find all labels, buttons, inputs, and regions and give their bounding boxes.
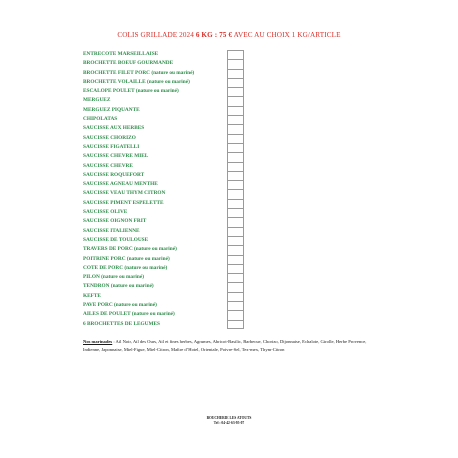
quantity-checkbox[interactable] <box>227 143 244 152</box>
item-name: 6 BROCHETTES DE LEGUMES <box>83 320 160 327</box>
item-name: SAUCISSE OIGNON FRIT <box>83 218 147 225</box>
order-item-list <box>83 50 248 329</box>
list-item <box>83 255 248 264</box>
list-item <box>83 292 248 301</box>
list-item <box>83 217 248 226</box>
quantity-checkbox[interactable] <box>227 189 244 198</box>
list-item <box>83 227 248 236</box>
item-label <box>83 273 144 282</box>
item-name: TRAVERS DE PORC <box>83 246 133 253</box>
list-item <box>83 273 248 282</box>
list-item <box>83 171 248 180</box>
item-label <box>83 255 170 264</box>
list-item <box>83 245 248 254</box>
item-name: KEFTE <box>83 292 101 299</box>
item-label <box>83 50 158 59</box>
quantity-checkbox[interactable] <box>227 134 244 143</box>
item-label <box>83 96 110 105</box>
item-label <box>83 217 146 226</box>
item-name: SAUCISSE DE TOULOUSE <box>83 236 149 243</box>
quantity-checkbox[interactable] <box>227 59 244 68</box>
item-name: SAUCISSE ROQUEFORT <box>83 171 145 178</box>
quantity-checkbox[interactable] <box>227 227 244 236</box>
list-item <box>83 59 248 68</box>
list-item <box>83 87 248 96</box>
list-item <box>83 162 248 171</box>
list-item <box>83 50 248 59</box>
item-name: SAUCISSE ITALIENNE <box>83 227 140 234</box>
footer <box>0 416 458 426</box>
list-item <box>83 115 248 124</box>
item-label <box>83 189 165 198</box>
quantity-checkbox[interactable] <box>227 50 244 59</box>
item-name: SAUCISSE PIMENT ESPELETTE <box>83 199 164 206</box>
item-name: MERGUEZ PIQUANTE <box>83 106 140 113</box>
item-name: SAUCISSE OLIVE <box>83 209 128 216</box>
item-name: SAUCISSE AUX HERBES <box>83 125 145 132</box>
list-item <box>83 143 248 152</box>
item-label <box>83 180 158 189</box>
list-item <box>83 310 248 319</box>
list-item <box>83 236 248 245</box>
item-name: SAUCISSE FIGATELLI <box>83 143 140 150</box>
list-item <box>83 78 248 87</box>
item-name: ENTRECOTE MARSEILLAISE <box>83 51 159 57</box>
quantity-checkbox[interactable] <box>227 171 244 180</box>
item-note: (nature ou mariné) <box>150 69 195 76</box>
item-name: AILES DE POULET <box>83 311 131 318</box>
quantity-checkbox[interactable] <box>227 152 244 161</box>
item-label <box>83 208 127 217</box>
list-item <box>83 301 248 310</box>
item-name: BROCHETTE FILET PORC <box>83 69 151 76</box>
item-name: SAUCISSE CHORIZO <box>83 134 136 141</box>
title-part-1: COLIS GRILLADE 2024 <box>117 31 196 39</box>
item-label <box>83 227 140 236</box>
item-name: BROCHETTE VOLAILLE <box>83 78 146 85</box>
item-label <box>83 264 167 273</box>
item-label <box>83 78 190 87</box>
title-part-2: 6 KG : 75 € <box>195 31 233 39</box>
item-name: TENDRON <box>83 283 110 290</box>
quantity-checkbox[interactable] <box>227 245 244 254</box>
item-name: ESCALOPE POULET <box>83 88 135 95</box>
footer-shop-name: BOUCHERIE LES ATOUTS <box>206 416 252 420</box>
item-label <box>83 152 148 161</box>
item-note: (nature ou mariné) <box>109 283 154 290</box>
quantity-checkbox[interactable] <box>227 87 244 96</box>
quantity-checkbox[interactable] <box>227 106 244 115</box>
item-label <box>83 282 154 291</box>
quantity-checkbox[interactable] <box>227 78 244 87</box>
item-note: (nature ou mariné) <box>134 88 179 95</box>
quantity-checkbox[interactable] <box>227 208 244 217</box>
item-label <box>83 69 194 78</box>
quantity-checkbox[interactable] <box>227 162 244 171</box>
footer-phone: Tel : 04-42-63-95-07 <box>213 421 245 425</box>
list-item <box>83 264 248 273</box>
item-label <box>83 87 179 96</box>
item-label <box>83 143 139 152</box>
list-item <box>83 69 248 78</box>
quantity-checkbox[interactable] <box>227 115 244 124</box>
item-name: SAUCISSE VEAU THYM CITRON <box>83 190 166 197</box>
item-label <box>83 310 175 319</box>
quantity-checkbox[interactable] <box>227 69 244 78</box>
item-note: (nature ou mariné) <box>132 246 177 253</box>
marinades-paragraph <box>83 338 383 354</box>
page-title <box>0 31 458 39</box>
item-note: (nature ou mariné) <box>145 78 190 85</box>
item-label <box>83 106 140 115</box>
item-name: PILON <box>83 274 100 281</box>
item-label <box>83 292 101 301</box>
item-label <box>83 199 164 208</box>
list-item <box>83 282 248 291</box>
quantity-checkbox[interactable] <box>227 310 244 319</box>
quantity-checkbox[interactable] <box>227 292 244 301</box>
item-note: (nature ou mariné) <box>123 264 168 271</box>
list-item <box>83 152 248 161</box>
list-item <box>83 320 248 329</box>
item-note: (nature ou mariné) <box>112 302 157 309</box>
quantity-checkbox[interactable] <box>227 282 244 291</box>
list-item <box>83 96 248 105</box>
item-label <box>83 124 144 133</box>
quantity-checkbox[interactable] <box>227 301 244 310</box>
item-name: SAUCISSE CHEVRE <box>83 162 133 169</box>
quantity-checkbox[interactable] <box>227 255 244 264</box>
quantity-checkbox[interactable] <box>227 124 244 133</box>
quantity-checkbox[interactable] <box>227 180 244 189</box>
list-item <box>83 189 248 198</box>
title-part-3: AVEC AU CHOIX 1 KG/ARTICLE <box>232 31 341 39</box>
item-note: (nature ou mariné) <box>130 311 175 318</box>
quantity-checkbox[interactable] <box>227 96 244 105</box>
quantity-checkbox[interactable] <box>227 236 244 245</box>
list-item <box>83 180 248 189</box>
marinades-label: Nos marinades <box>83 339 113 344</box>
marinades-text: : Ail Noir, Ail des Ours, Ail et fines herbes, Agrumes, Abricot-Basilic, Barbecue, Chorizo, Dijonnaise, Echalote, Girolle, Herbe Provence, Indienne, Japonnaise, Miel-Figue, Miel-Citron, Maître d’Hotel, Orientale, Poivre-Sel, Tex-mex, Thym-Citron <box>83 339 367 353</box>
item-label <box>83 162 133 171</box>
list-item <box>83 199 248 208</box>
item-label <box>83 134 136 143</box>
list-item <box>83 106 248 115</box>
item-name: SAUCISSE AGNEAU MENTHE <box>83 181 158 188</box>
quantity-checkbox[interactable] <box>227 199 244 208</box>
list-item <box>83 134 248 143</box>
item-name: BROCHETTE BOEUF GOURMANDE <box>83 60 174 67</box>
item-name: MERGUEZ <box>83 97 111 104</box>
item-name: PAVE PORC <box>83 302 113 309</box>
item-label <box>83 320 160 329</box>
quantity-checkbox[interactable] <box>227 217 244 226</box>
list-item <box>83 208 248 217</box>
item-label <box>83 59 173 68</box>
item-label <box>83 236 148 245</box>
quantity-checkbox[interactable] <box>227 264 244 273</box>
list-item <box>83 124 248 133</box>
item-label <box>83 171 144 180</box>
item-label <box>83 115 117 124</box>
quantity-checkbox[interactable] <box>227 273 244 282</box>
item-note: (nature ou mariné) <box>99 274 144 281</box>
item-name: COTE DE PORC <box>83 264 124 271</box>
item-label <box>83 301 157 310</box>
item-label <box>83 245 177 254</box>
item-name: POITRINE PORC <box>83 255 126 262</box>
item-name: CHIPOLATAS <box>83 116 118 123</box>
quantity-checkbox[interactable] <box>227 320 244 329</box>
item-name: SAUCISSE CHEVRE MIEL <box>83 153 149 160</box>
item-note: (nature ou mariné) <box>125 255 170 262</box>
